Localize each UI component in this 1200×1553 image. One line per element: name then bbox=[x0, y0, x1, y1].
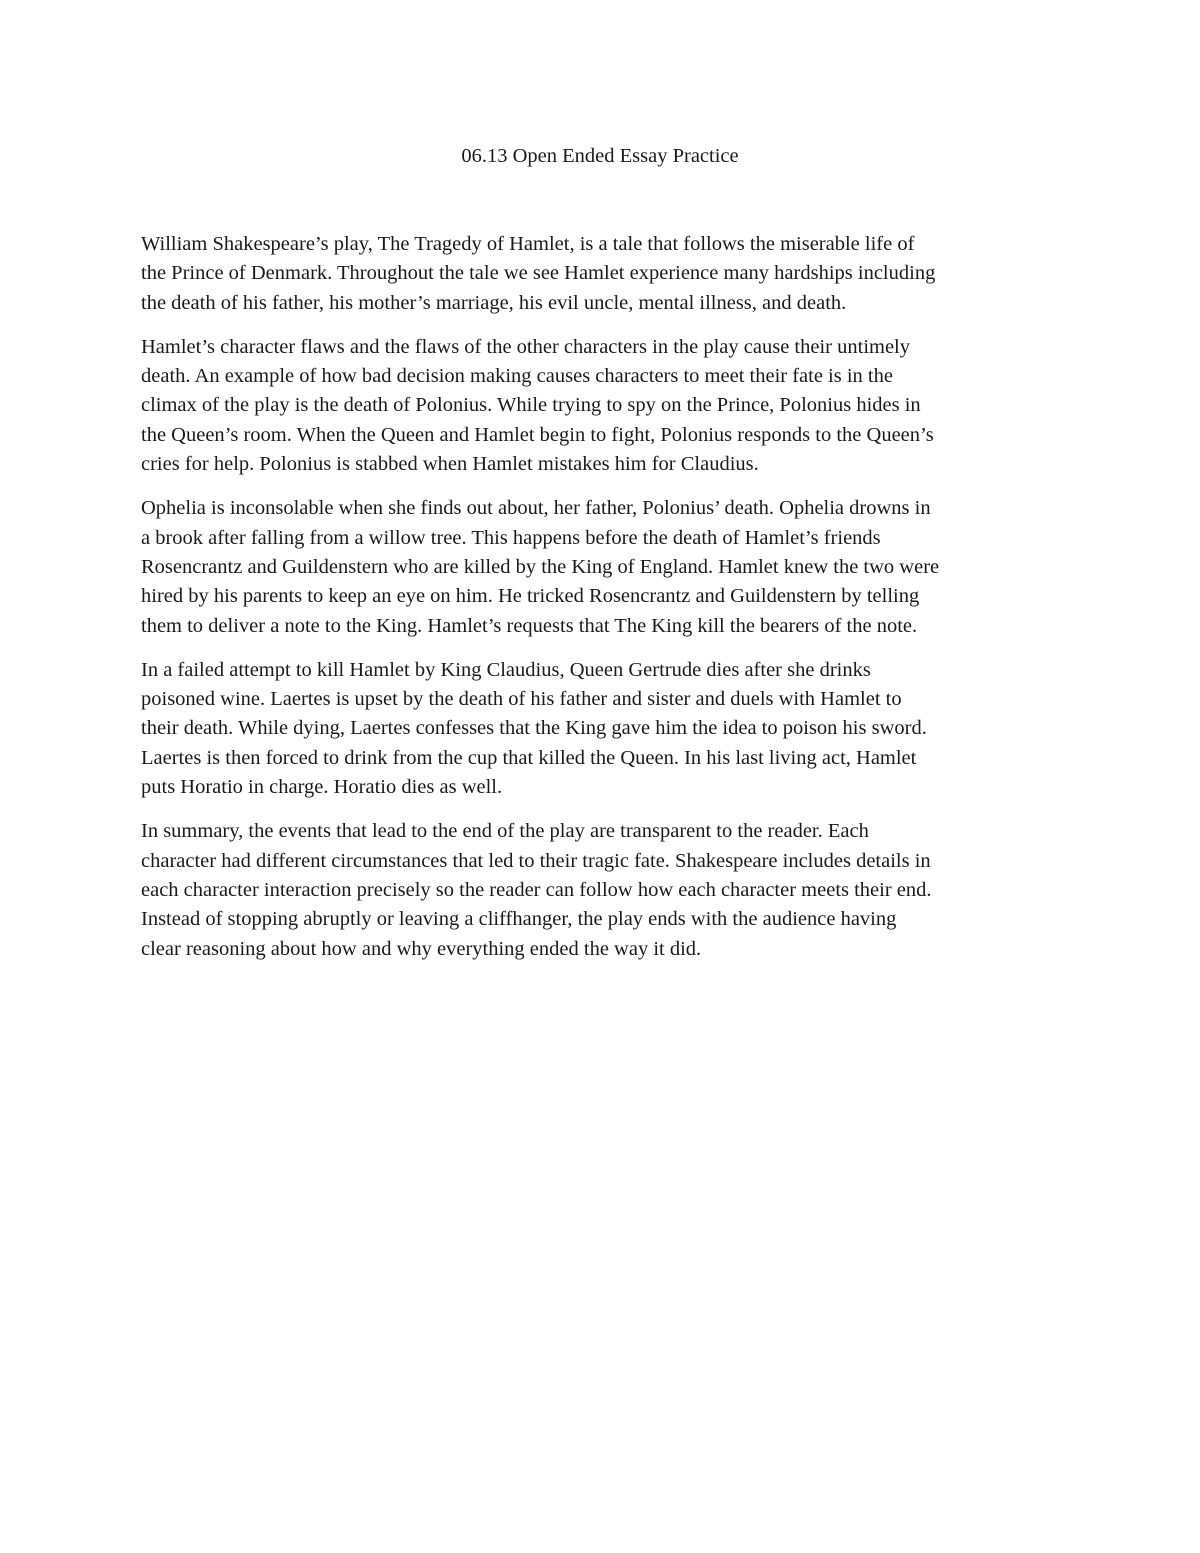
paragraph-line: hired by his parents to keep an eye on him. He tricked Rosencrantz and Guildenstern by telling bbox=[141, 585, 920, 608]
paragraph-line: them to deliver a note to the King. Hamlet’s requests that The King kill the bearers of the note. bbox=[141, 614, 918, 637]
paragraph-line: Laertes is then forced to drink from the cup that killed the Queen. In his last living act, Hamlet bbox=[141, 746, 917, 769]
paragraph-line: poisoned wine. Laertes is upset by the death of his father and sister and duels with Hamlet to bbox=[141, 688, 902, 711]
paragraph-line: climax of the play is the death of Polonius. While trying to spy on the Prince, Polonius hides in bbox=[141, 394, 921, 417]
paragraph-line: puts Horatio in charge. Horatio dies as well. bbox=[141, 776, 503, 799]
paragraph-line: each character interaction precisely so the reader can follow how each character meets their end. bbox=[141, 878, 932, 901]
paragraph-line: Rosencrantz and Guildenstern who are killed by the King of England. Hamlet knew the two were bbox=[141, 555, 940, 578]
paragraph-line: clear reasoning about how and why everything ended the way it did. bbox=[141, 937, 702, 960]
paragraph-1 bbox=[141, 230, 1066, 318]
paragraph-line: In a failed attempt to kill Hamlet by King Claudius, Queen Gertrude dies after she drinks bbox=[141, 658, 871, 681]
paragraph-line: cries for help. Polonius is stabbed when Hamlet mistakes him for Claudius. bbox=[141, 453, 759, 476]
paragraph-line: William Shakespeare’s play, The Tragedy of Hamlet, is a tale that follows the miserable life of bbox=[141, 233, 915, 255]
paragraph-3 bbox=[141, 494, 1066, 640]
paragraph-line: Instead of stopping abruptly or leaving a cliffhanger, the play ends with the audience having bbox=[141, 908, 897, 931]
paragraph-line: the death of his father, his mother’s marriage, his evil uncle, mental illness, and death. bbox=[141, 291, 847, 314]
paragraph-line: the Queen’s room. When the Queen and Hamlet begin to fight, Polonius responds to the Queen’s bbox=[141, 423, 934, 446]
paragraph-line: In summary, the events that lead to the end of the play are transparent to the reader. Each bbox=[141, 820, 869, 843]
paragraph-line: death. An example of how bad decision making causes characters to meet their fate is in the bbox=[141, 365, 893, 388]
document-title: 06.13 Open Ended Essay Practice bbox=[461, 145, 739, 167]
paragraph-line: Ophelia is inconsolable when she finds out about, her father, Polonius’ death. Ophelia drowns in bbox=[141, 497, 931, 520]
paragraph-2 bbox=[141, 333, 1066, 479]
paragraph-line: character had different circumstances that led to their tragic fate. Shakespeare includes details in bbox=[141, 849, 931, 872]
document-body bbox=[141, 230, 1066, 979]
paragraph-line: a brook after falling from a willow tree. This happens before the death of Hamlet’s friends bbox=[141, 526, 881, 549]
paragraph-line: Hamlet’s character flaws and the flaws of the other characters in the play cause their untimely bbox=[141, 335, 911, 358]
paragraph-5 bbox=[141, 817, 1066, 963]
paragraph-line: the Prince of Denmark. Throughout the tale we see Hamlet experience many hardships including bbox=[141, 262, 936, 285]
paragraph-line: their death. While dying, Laertes confesses that the King gave him the idea to poison his sword. bbox=[141, 717, 927, 740]
paragraph-4 bbox=[141, 656, 1066, 802]
